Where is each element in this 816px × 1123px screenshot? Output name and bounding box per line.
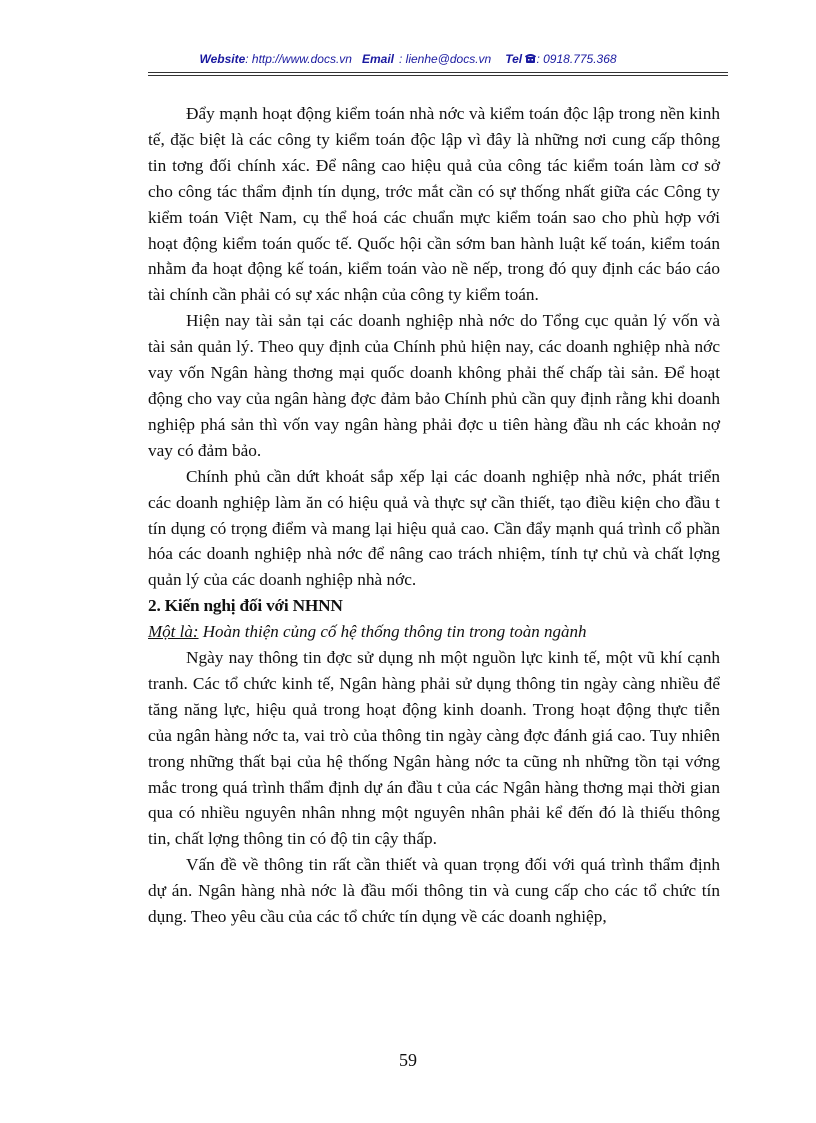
subsection-heading [148, 619, 720, 645]
paragraph: Đẩy mạnh hoạt động kiểm toán nhà nớc và kiểm toán độc lập trong nền kinh tế, đặc biệt là các công ty kiểm toán độc lập vì đây là những nơi cung cấp thông tin tơng đối chính xác. Để nâng cao hiệu quả của công tác kiểm toán làm cơ sở cho công tác thẩm định tín dụng, trớc mắt cần có sự thống nhất giữa các Công ty kiểm toán Việt Nam, cụ thể hoá các chuẩn mực kiểm toán sao cho phù hợp với hoạt động kiểm toán quốc tế. Quốc hội cần sớm ban hành luật kế toán, kiểm toán nhằm đa hoạt động kế toán, kiểm toán vào nề nếp, trong đó quy định các báo cáo tài chính cần phải có sự xác nhận của công ty kiểm toán. [148, 104, 720, 305]
paragraph: Hiện nay tài sản tại các doanh nghiệp nhà nớc do Tổng cục quản lý vốn và tài sản quản lý. Theo quy định của Chính phủ hiện nay, các doanh nghiệp nhà nớc vay vốn Ngân hàng thơng mại quốc doanh không phải thế chấp tài sản. Để hoạt động cho vay của ngân hàng đợc đảm bảo Chính phủ cần quy định rằng khi doanh nghiệp phá sản thì vốn vay ngân hàng phải đợc u tiên hàng đầu nh các khoản nợ vay có đảm bảo. [148, 311, 720, 460]
section-heading: 2. Kiến nghị đối với NHNN [148, 596, 343, 616]
tel-value: : 0918.775.368 [536, 52, 617, 66]
website-value: : http://www.docs.vn [245, 52, 352, 66]
phone-icon [525, 53, 536, 64]
page-header [0, 52, 816, 66]
header-divider [148, 72, 728, 73]
paragraph: Vấn đề về thông tin rất cần thiết và quan trọng đối với quá trình thẩm định dự án. Ngân hàng nhà nớc là đầu mối thông tin và cung cấp cho các tổ chức tín dụng. Theo yêu cầu của các tổ chức tín dụng về các doanh nghiệp, [148, 855, 720, 927]
subsection-text: Hoàn thiện củng cố hệ thống thông tin trong toàn ngành [198, 622, 587, 642]
website-label: Website [199, 52, 246, 66]
subsection-label: Một là: [148, 622, 199, 642]
paragraph: Chính phủ cần dứt khoát sắp xếp lại các doanh nghiệp nhà nớc, phát triển các doanh nghiệp làm ăn có hiệu quả và thực sự cần thiết, tạo điều kiện cho đầu t tín dụng có trọng điểm và mang lại hiệu quả cao. Cần đẩy mạnh quá trình cổ phần hóa các doanh nghiệp nhà nớc để nâng cao trách nhiệm, tính tự chủ và chất lợng quản lý của các doanh nghiệp nhà nớc. [148, 466, 720, 590]
header-divider-2 [148, 75, 728, 76]
tel-label: Tel [505, 52, 523, 66]
document-body [148, 101, 720, 930]
email-value: : lienhe@docs.vn [398, 52, 492, 66]
page-number: 59 [399, 1050, 417, 1070]
paragraph: Ngày nay thông tin đợc sử dụng nh một nguồn lực kinh tế, một vũ khí cạnh tranh. Các tổ chức kinh tế, Ngân hàng phải sử dụng thông tin ngày càng nhiều để tăng năng lực, hiệu quả trong hoạt động kinh doanh. Trong hoạt động thực tiễn của ngân hàng nớc ta, vai trò của thông tin ngày càng đợc đánh giá cao. Tuy nhiên trong những thất bại của hệ thống Ngân hàng nớc ta cũng nh những tồn tại vớng mắc trong quá trình thẩm định dự án đầu t của các Ngân hàng thơng mại thời gian qua có nhiều nguyên nhân nhng một nguyên nhân phải kể đến đó là thiếu thông tin, chất lợng thông tin có độ tin cậy thấp. [148, 648, 720, 849]
email-label: Email [361, 52, 394, 66]
